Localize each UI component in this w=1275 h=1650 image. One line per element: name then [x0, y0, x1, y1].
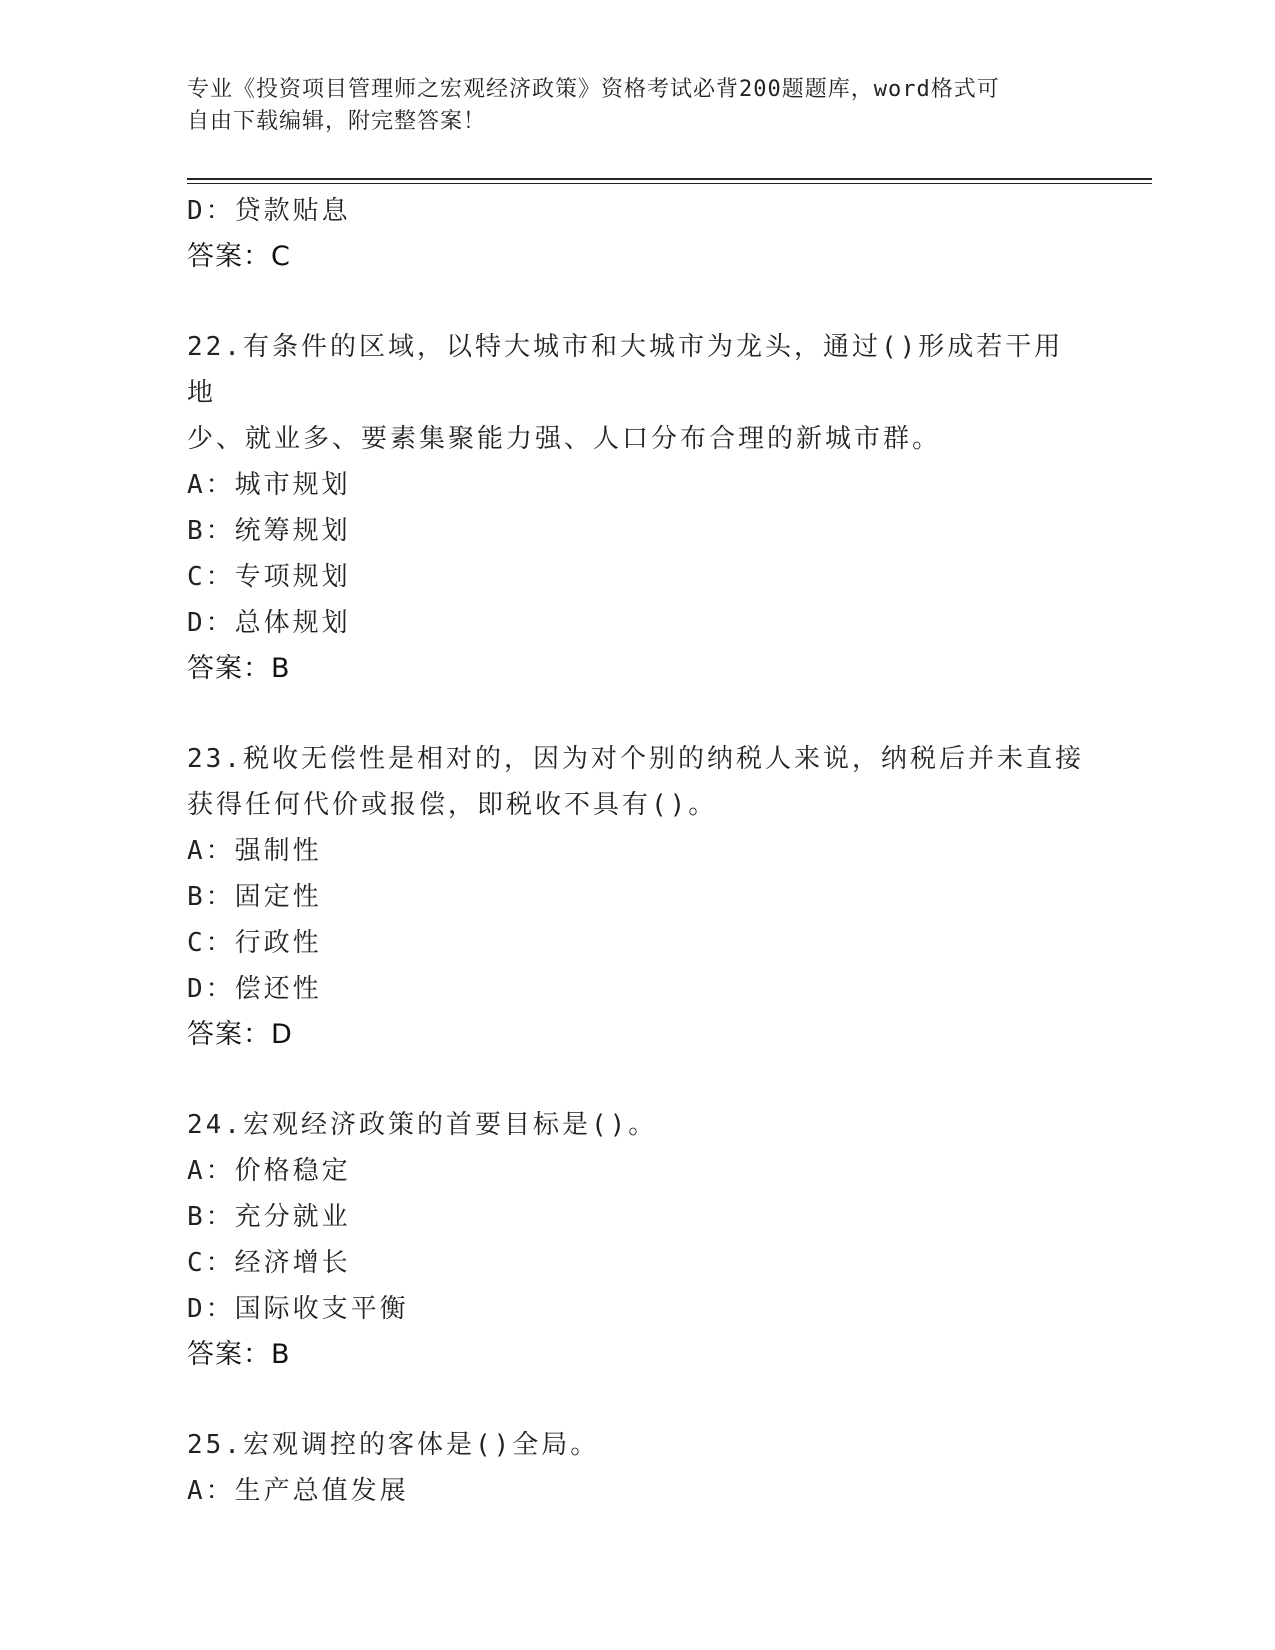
header-rule-thin [187, 183, 1152, 184]
header-line-2: 自由下载编辑，附完整答案！ [187, 109, 487, 134]
question-stem-line-2: 少、就业多、要素集聚能力强、人口分布合理的新城市群。 [187, 424, 942, 454]
question-24 [187, 1102, 1087, 1378]
option-a: A：生产总值发展 [187, 1476, 409, 1506]
question-stem-line-1: 23.税收无偿性是相对的，因为对个别的纳税人来说，纳税后并未直接 [187, 744, 1084, 774]
question-23 [187, 736, 1087, 1058]
option-a: A：价格稳定 [187, 1156, 351, 1186]
option-b: B：充分就业 [187, 1202, 351, 1232]
option-d: D：总体规划 [187, 608, 351, 638]
document-content [187, 188, 1087, 1514]
option-c: C：专项规划 [187, 562, 351, 592]
previous-question-tail [187, 188, 1087, 280]
option-a: A：强制性 [187, 836, 322, 866]
header-line-1: 专业《投资项目管理师之宏观经济政策》资格考试必背200题题库，word格式可 [187, 77, 1000, 102]
answer-line: 答案：D [187, 1019, 293, 1050]
question-stem-line-1: 22.有条件的区域，以特大城市和大城市为龙头，通过()形成若干用地 [187, 332, 1064, 408]
answer-line: 答案：C [187, 241, 291, 272]
question-stem-line-1: 24.宏观经济政策的首要目标是()。 [187, 1110, 658, 1140]
header-rule-thick [187, 178, 1152, 180]
option-d: D：国际收支平衡 [187, 1294, 409, 1324]
option-d: D：贷款贴息 [187, 196, 351, 226]
answer-line: 答案：B [187, 1339, 291, 1370]
answer-line: 答案：B [187, 653, 291, 684]
option-a: A：城市规划 [187, 470, 351, 500]
question-25 [187, 1422, 1087, 1514]
option-c: C：行政性 [187, 928, 322, 958]
document-header [187, 74, 1067, 138]
question-stem-line-2: 获得任何代价或报偿，即税收不具有()。 [187, 790, 718, 820]
question-22 [187, 324, 1087, 692]
option-b: B：统筹规划 [187, 516, 351, 546]
question-stem-line-1: 25.宏观调控的客体是()全局。 [187, 1430, 600, 1460]
option-c: C：经济增长 [187, 1248, 351, 1278]
option-b: B：固定性 [187, 882, 322, 912]
option-d: D：偿还性 [187, 974, 322, 1004]
